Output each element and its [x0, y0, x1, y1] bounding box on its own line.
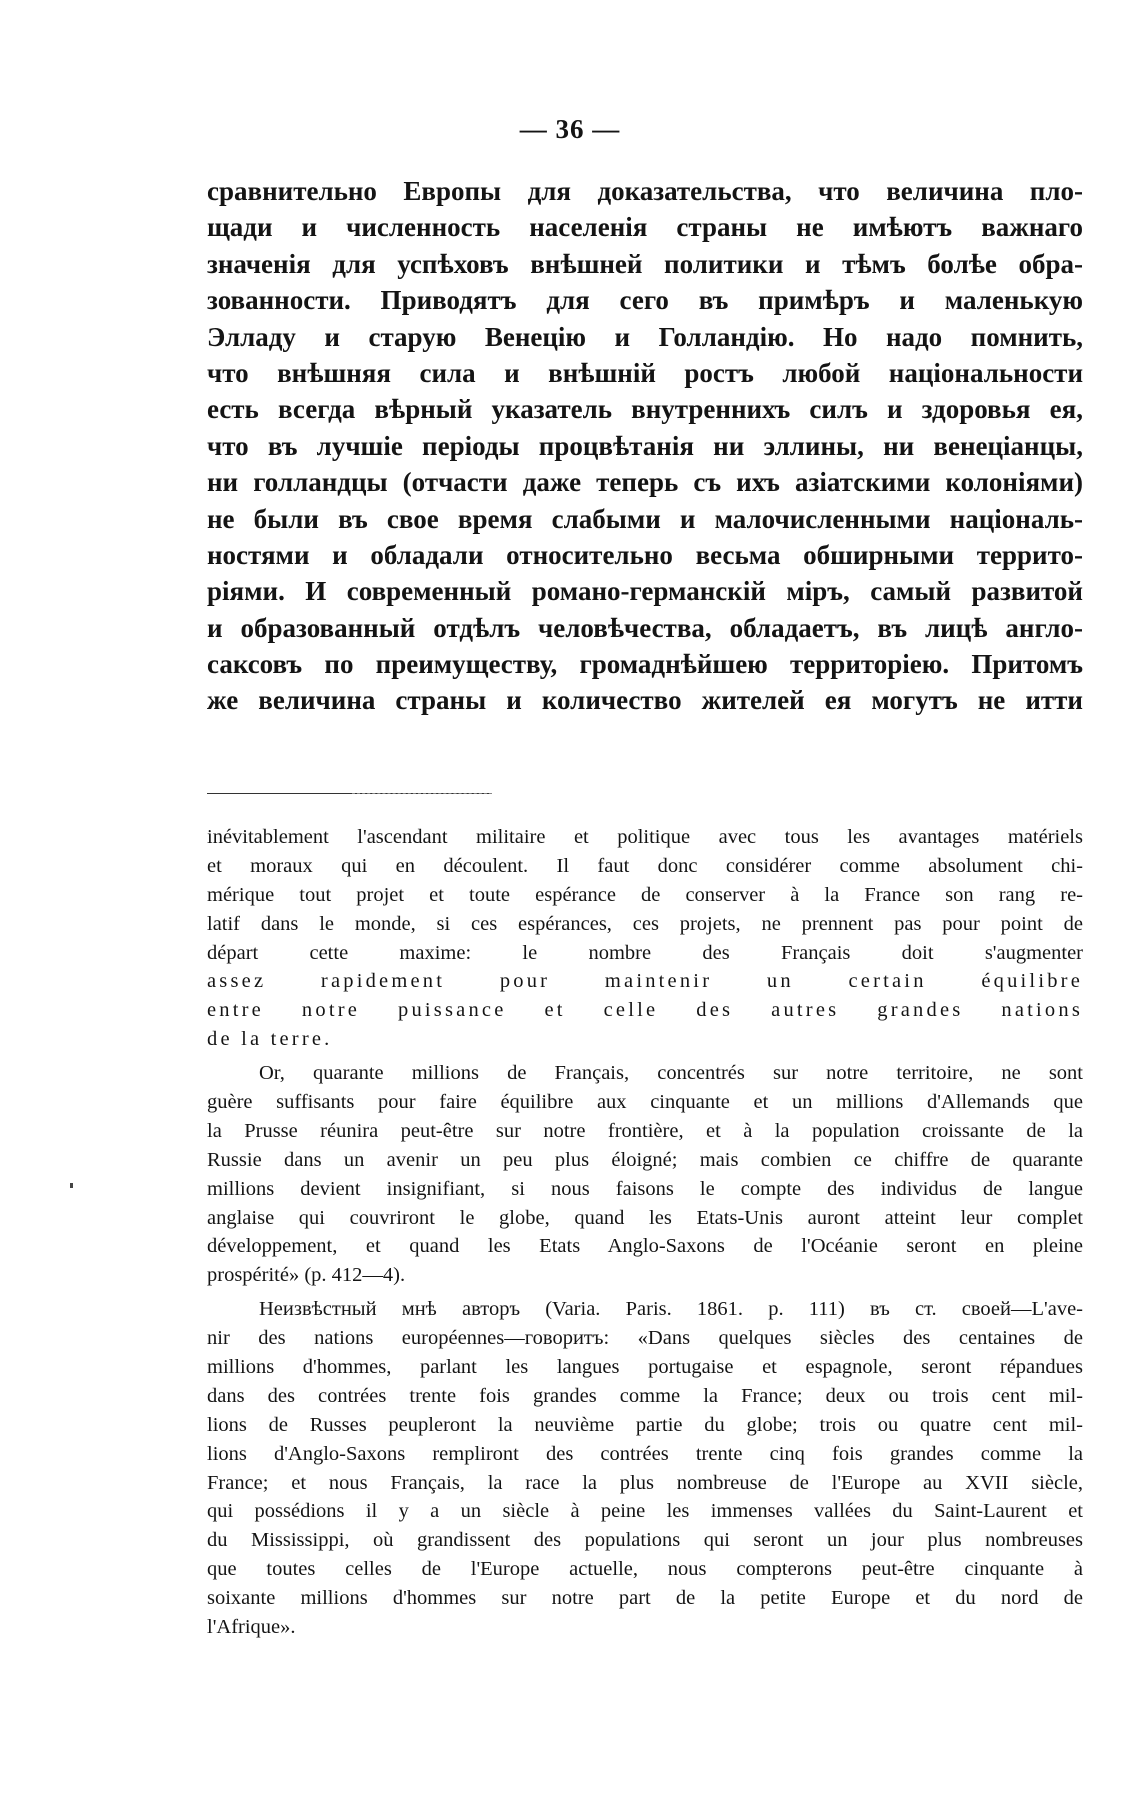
footnote-line: départ cette maxime: le nombre des Français doit s'augmenter — [207, 941, 1083, 964]
main-text-line: и образованный отдѣлъ человѣчества, обладаетъ, въ лицѣ англо- — [207, 612, 1083, 643]
footnote-line: Russie dans un avenir un peu plus éloigné; mais combien ce chiffre de quarante — [207, 1148, 1083, 1171]
main-text-line: зованности. Приводятъ для сего въ примѣръ и маленькую — [207, 285, 1083, 316]
footnote-line: lions d'Anglo-Saxons rempliront des contrées trente cinq fois grandes comme la — [207, 1442, 1083, 1465]
footnote-line: du Mississippi, où grandissent des populations qui seront un jour plus nombreuses — [207, 1529, 1083, 1552]
footnote-line: latif dans le monde, si ces espérances, ces projets, ne prennent pas pour point de — [207, 912, 1083, 935]
main-text-line: значенія для успѣховъ внѣшней политики и тѣмъ болѣе обра- — [207, 248, 1083, 279]
footnote-line: lions de Russes peupleront la neuvième partie du globe; trois ou quatre cent mil- — [207, 1413, 1083, 1436]
footnote-line: qui possédions il y a un siècle à peine les immenses vallées du Saint-Laurent et — [207, 1500, 1083, 1523]
main-text-block — [207, 173, 1083, 719]
main-text-line: ни голландцы (отчасти даже теперь съ ихъ азіатскими колоніями) — [207, 467, 1083, 498]
footnote-line: prospérité» (p. 412—4). — [207, 1264, 406, 1287]
main-text-line: щади и численность населенія страны не имѣютъ важнаго — [207, 212, 1083, 243]
main-text-line: что внѣшняя сила и внѣшній ростъ любой національности — [207, 357, 1083, 388]
footnote-block — [207, 823, 1083, 1642]
footnote-line: France; et nous Français, la race la plus nombreuse de l'Europe au XVII siècle, — [207, 1471, 1083, 1494]
footnote-line: l'Afrique». — [207, 1616, 296, 1639]
footnote-line: Or, quarante millions de Français, concentrés sur notre territoire, ne sont — [259, 1062, 1083, 1085]
footnote-line: mérique tout projet et toute espérance de conserver à la France son rang re- — [207, 883, 1083, 906]
footnote-line: millions devient insignifiant, si nous faisons le compte des individus de langue — [207, 1177, 1083, 1200]
footnote-line-spaced: entre notre puissance et celle des autres grandes nations — [207, 999, 1083, 1022]
footnote-line: inévitablement l'ascendant militaire et politique avec tous les avantages matériels — [207, 826, 1083, 848]
page-number: — 36 — — [519, 114, 621, 144]
main-text-line: что въ лучшіе періоды процвѣтанія ни эллины, ни венеціанцы, — [207, 430, 1083, 461]
main-text-line: ностями и обладали относительно весьма обширными террито- — [207, 539, 1083, 570]
footnote-line: anglaise qui couvriront le globe, quand les Etats-Unis auront atteint leur complet — [207, 1206, 1083, 1229]
main-text-line: есть всегда вѣрный указатель внутреннихъ силъ и здоровья ея, — [207, 394, 1083, 425]
main-text-line: саксовъ по преимуществу, громаднѣйшею территоріею. Притомъ — [207, 649, 1083, 680]
footnote-line: développement, et quand les Etats Anglo-Saxons de l'Océanie seront en pleine — [207, 1235, 1083, 1258]
footnote-line: dans des contrées trente fois grandes comme la France; deux ou trois cent mil- — [207, 1384, 1083, 1407]
footnote-line-spaced: de la terre. — [207, 1028, 333, 1051]
footnote-line: Неизвѣстный мнѣ авторъ (Varia. Paris. 1861. p. 111) въ ст. своей—L'ave- — [259, 1298, 1083, 1321]
footnote-line: et moraux qui en découlent. Il faut donc considérer comme absolument chi- — [207, 854, 1083, 877]
main-text-line: Элладу и старую Венецію и Голландію. Но надо помнить, — [207, 321, 1083, 352]
footnote-line: guère suffisants pour faire équilibre aux cinquante et un millions d'Allemands que — [207, 1091, 1083, 1114]
footnote-line: nir des nations européennes—говоритъ: «Dans quelques siècles des centaines de — [207, 1327, 1083, 1350]
footnote-line: millions d'hommes, parlant les langues portugaise et espagnole, seront répandues — [207, 1356, 1083, 1379]
main-text-line: сравнительно Европы для доказательства, что величина пло- — [207, 176, 1083, 206]
footnote-line-spaced: assez rapidement pour maintenir un certain équilibre — [207, 970, 1083, 993]
main-text-line: ріями. И современный романо-германскій міръ, самый развитой — [207, 576, 1083, 607]
main-text-line: не были въ свое время слабыми и малочисленными національ- — [207, 503, 1083, 534]
footnote-line: soixante millions d'hommes sur notre part de la petite Europe et du nord de — [207, 1587, 1083, 1610]
main-text-line: же величина страны и количество жителей ея могутъ не итти — [207, 685, 1083, 716]
footnote-separator-dash — [352, 793, 492, 794]
footnote-line: que toutes celles de l'Europe actuelle, nous compterons peut-être cinquante à — [207, 1558, 1083, 1581]
footnote-line: la Prusse réunira peut-être sur notre frontière, et à la population croissante de la — [207, 1119, 1083, 1142]
margin-speck — [70, 1183, 73, 1188]
